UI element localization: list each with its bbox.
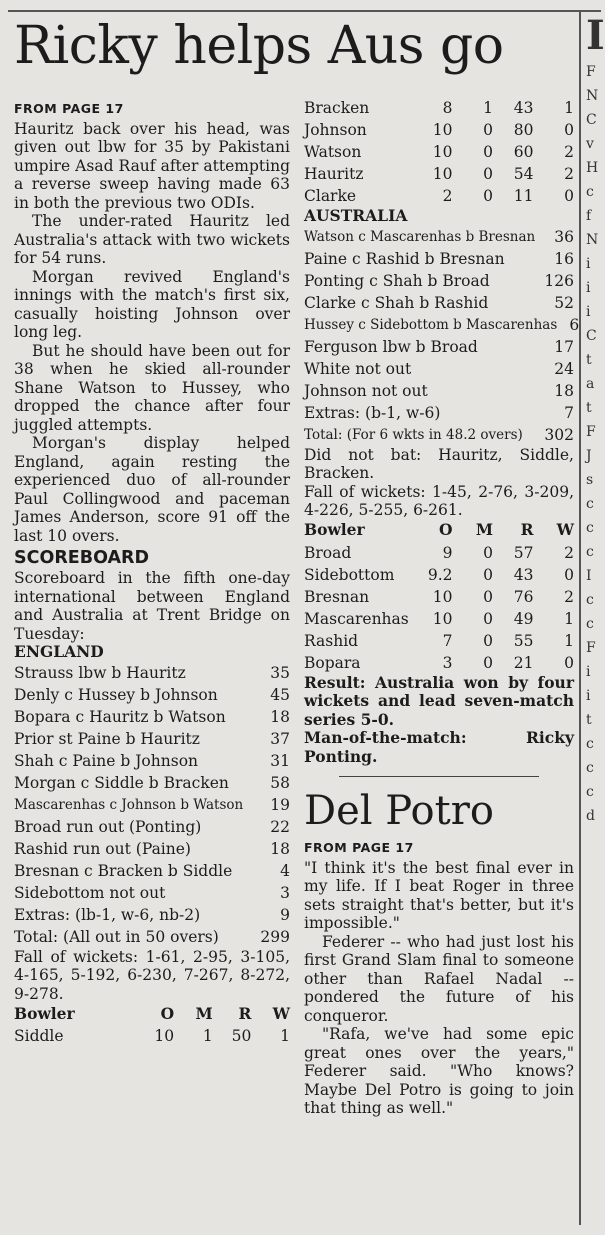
wickets-header: W [556, 520, 574, 540]
adjacent-fragment: N [586, 232, 599, 248]
overs-value: 9 [442, 543, 453, 562]
bowling-row [304, 630, 574, 652]
bowler-name: Clarke [304, 187, 357, 205]
paragraph: Morgan revived England's innings with the match's first six, casually hoisting Johnson over long leg. [14, 267, 290, 341]
overs-value: 10 [154, 1027, 175, 1045]
adjacent-fragment: i [586, 304, 591, 320]
adjacent-fragment: c [586, 736, 594, 752]
maidens-header: M [475, 520, 493, 540]
wickets-value: 0 [564, 121, 574, 139]
bowler-header: Bowler [304, 520, 365, 540]
runs-value: 9 [280, 905, 290, 924]
wickets-value: 1 [280, 1027, 290, 1045]
adjacent-fragment: C [586, 112, 597, 128]
batsman-dismissal: Bopara c Hauritz b Watson [14, 707, 226, 726]
scoreboard-intro: Scoreboard in the fifth one-day international between England and Australia at Trent Bridge on Tuesday: [14, 569, 290, 643]
bowling-row [304, 97, 574, 119]
runs-conceded-value: 11 [513, 187, 534, 205]
batsman-dismissal: Mascarenhas c Johnson b Watson [14, 796, 244, 813]
overs-value: 10 [432, 587, 453, 606]
batting-row [14, 926, 290, 948]
left-column [14, 100, 290, 1047]
overs-header: O [438, 520, 453, 540]
adjacent-fragment: d [586, 808, 595, 824]
bowling-row [304, 163, 574, 185]
batsman-dismissal: Hussey c Sidebottom b Mascarenhas [304, 316, 558, 333]
runs-conceded-value: 21 [513, 653, 534, 672]
batsman-dismissal: Extras: (lb-1, w-6, nb-2) [14, 905, 201, 924]
runs-value: 17 [554, 337, 574, 356]
batsman-dismissal: Morgan c Siddle b Bracken [14, 773, 229, 792]
australia-batting-list [304, 226, 580, 446]
adjacent-fragment: s [586, 472, 594, 488]
batting-row [304, 402, 574, 424]
bowling-row [304, 586, 574, 608]
story2-kicker: FROM PAGE 17 [304, 840, 414, 855]
batting-row [14, 684, 290, 706]
batsman-dismissal: Broad run out (Ponting) [14, 817, 202, 836]
scoreboard-heading: SCOREBOARD [14, 548, 150, 568]
story-divider [339, 776, 539, 777]
overs-value: 7 [442, 631, 453, 650]
runs-value: 6 [569, 315, 580, 334]
wickets-value: 0 [564, 187, 574, 205]
adjacent-fragment: c [586, 616, 594, 632]
batsman-dismissal: Total: (For 6 wkts in 48.2 overs) [304, 426, 523, 443]
bowling-header-row [14, 1003, 290, 1025]
adjacent-fragment: i [586, 256, 591, 272]
adjacent-fragment: c [586, 184, 594, 200]
adjacent-fragment: c [586, 544, 594, 560]
batsman-dismissal: Extras: (b-1, w-6) [304, 403, 441, 422]
adjacent-fragment: c [586, 520, 594, 536]
bowler-name: Sidebottom [304, 565, 395, 584]
wickets-header: W [272, 1003, 290, 1023]
overs-value: 10 [432, 121, 453, 139]
runs-value: 45 [270, 685, 290, 704]
england-fall-of-wickets: Fall of wickets: 1-61, 2-95, 3-105, 4-165, 5-192, 6-230, 7-267, 8-272, 9-278. [14, 947, 290, 1003]
overs-value: 3 [442, 653, 453, 672]
runs-conceded-value: 76 [513, 587, 534, 606]
bowler-header: Bowler [14, 1003, 75, 1023]
runs-value: 22 [270, 817, 290, 836]
wickets-value: 0 [564, 565, 574, 584]
batsman-dismissal: Shah c Paine b Johnson [14, 751, 199, 770]
england-batting-list [14, 662, 290, 948]
eng-bowling-table [304, 520, 574, 674]
runs-conceded-value: 43 [513, 565, 534, 584]
maidens-value: 0 [483, 609, 493, 628]
maidens-value: 0 [483, 187, 493, 205]
runs-value: 302 [544, 425, 574, 444]
adjacent-fragment: N [586, 88, 599, 104]
headline: Ricky helps Aus go [14, 16, 504, 76]
batting-row [14, 860, 290, 882]
runs-value: 37 [270, 729, 290, 748]
story2-headline: Del Potro [304, 788, 494, 834]
batsman-dismissal: Prior st Paine b Hauritz [14, 729, 200, 748]
wickets-value: 2 [564, 543, 574, 562]
maidens-value: 0 [483, 653, 493, 672]
batting-row [304, 270, 574, 292]
runs-value: 16 [554, 249, 574, 268]
maidens-value: 0 [483, 631, 493, 650]
overs-value: 2 [442, 187, 453, 205]
batting-row [304, 248, 574, 270]
top-rule [8, 10, 601, 12]
batsman-dismissal: Ferguson lbw b Broad [304, 337, 478, 356]
adjacent-headline-letter: I [586, 12, 605, 59]
runs-value: 24 [554, 359, 574, 378]
right-column [304, 97, 580, 1118]
batsman-dismissal: Watson c Mascarenhas b Bresnan [304, 228, 536, 245]
batsman-dismissal: White not out [304, 359, 412, 378]
runs-conceded-value: 54 [513, 165, 534, 183]
batting-row [304, 358, 574, 380]
kicker: FROM PAGE 17 [14, 101, 124, 116]
overs-value: 8 [442, 99, 453, 117]
batting-row [14, 706, 290, 728]
adjacent-fragment: F [586, 64, 596, 80]
adjacent-fragment: c [586, 760, 594, 776]
wickets-value: 2 [564, 143, 574, 161]
batting-row [14, 838, 290, 860]
paragraph: Federer -- who had just lost his first Grand Slam final to someone other than Rafael Nadal -- pondered the future of his conqueror. [304, 932, 574, 1025]
bowler-name: Rashid [304, 631, 359, 650]
adjacent-text-fragments [586, 60, 601, 828]
bowling-row [304, 119, 574, 141]
paragraph: The under-rated Hauritz led Australia's attack with two wickets for 54 runs. [14, 212, 290, 267]
australia-heading: AUSTRALIA [304, 206, 408, 225]
overs-header: O [160, 1003, 175, 1023]
batting-row [14, 728, 290, 750]
batsman-dismissal: Ponting c Shah b Broad [304, 271, 490, 290]
adjacent-fragment: c [586, 592, 594, 608]
runs-value: 19 [270, 795, 290, 814]
adjacent-fragment: H [586, 160, 599, 176]
column-rule [579, 10, 581, 1225]
bowling-row [304, 564, 574, 586]
runs-value: 299 [260, 927, 290, 946]
runs-conceded-value: 55 [513, 631, 534, 650]
bowler-name: Watson [304, 143, 362, 161]
batting-row [14, 772, 290, 794]
paragraph: "Rafa, we've had some epic great ones over the years," Federer said. "Who knows? Maybe Del Potro is going to join that thing as well." [304, 1025, 574, 1117]
adjacent-column-fragment [586, 12, 605, 828]
adjacent-fragment: i [586, 688, 591, 704]
batting-row [304, 226, 574, 248]
runs-value: 7 [564, 403, 574, 422]
runs-value: 35 [270, 663, 290, 682]
batting-row [304, 424, 574, 446]
runs-header: R [520, 520, 534, 540]
runs-value: 18 [270, 707, 290, 726]
batting-row [304, 336, 574, 358]
bowler-name: Bresnan [304, 587, 370, 606]
batsman-dismissal: Paine c Rashid b Bresnan [304, 249, 505, 268]
runs-value: 3 [280, 883, 290, 902]
adjacent-fragment: J [586, 448, 592, 464]
batting-row [304, 292, 574, 314]
man-of-the-match: Man-of-the-match: Ricky Ponting. [304, 728, 574, 766]
bowling-row [304, 542, 574, 564]
paragraph: Morgan's display helped England, again resting the experienced duo of all-rounder Paul Collingwood and paceman James Anderson, score 91 off the last 10 overs. [14, 434, 290, 545]
adjacent-fragment: i [586, 664, 591, 680]
maidens-value: 0 [483, 143, 493, 161]
runs-value: 18 [270, 839, 290, 858]
runs-value: 18 [554, 381, 574, 400]
overs-value: 9.2 [427, 565, 453, 584]
adjacent-fragment: v [586, 136, 594, 152]
maidens-value: 0 [483, 165, 493, 183]
maidens-header: M [195, 1003, 213, 1023]
bowler-name: Broad [304, 543, 352, 562]
runs-conceded-value: 60 [513, 143, 534, 161]
batsman-dismissal: Bresnan c Bracken b Siddle [14, 861, 233, 880]
maidens-value: 0 [483, 543, 493, 562]
adjacent-fragment: t [586, 712, 592, 728]
batting-row [14, 662, 290, 684]
wickets-value: 0 [564, 653, 574, 672]
bowling-row [304, 652, 574, 674]
maidens-value: 1 [483, 99, 493, 117]
adjacent-fragment: C [586, 328, 597, 344]
batsman-dismissal: Johnson not out [304, 381, 428, 400]
bowler-name: Mascarenhas [304, 609, 409, 628]
bowler-name: Bracken [304, 99, 370, 117]
runs-value: 36 [554, 227, 574, 246]
batsman-dismissal: Clarke c Shah b Rashid [304, 293, 489, 312]
aus-bowling-table-rest [304, 97, 574, 207]
batting-row [14, 750, 290, 772]
wickets-value: 2 [564, 165, 574, 183]
maidens-value: 0 [483, 565, 493, 584]
maidens-value: 0 [483, 587, 493, 606]
bowling-row [304, 185, 574, 207]
adjacent-fragment: F [586, 424, 596, 440]
runs-header: R [238, 1003, 252, 1023]
runs-value: 52 [554, 293, 574, 312]
bowling-row [14, 1025, 290, 1047]
did-not-bat: Did not bat: Hauritz, Siddle, Bracken. [304, 445, 574, 482]
batsman-dismissal: Strauss lbw b Hauritz [14, 663, 186, 682]
england-heading: ENGLAND [14, 642, 104, 661]
wickets-value: 1 [564, 99, 574, 117]
overs-value: 10 [432, 143, 453, 161]
batting-row [14, 882, 290, 904]
overs-value: 10 [432, 609, 453, 628]
adjacent-fragment: I [586, 568, 592, 584]
wickets-value: 2 [564, 587, 574, 606]
batting-row [14, 816, 290, 838]
bowler-name: Johnson [304, 121, 367, 139]
batting-row [304, 380, 574, 402]
overs-value: 10 [432, 165, 453, 183]
bowler-name: Bopara [304, 653, 361, 672]
batsman-dismissal: Rashid run out (Paine) [14, 839, 191, 858]
match-result: Result: Australia won by four wickets and lead seven-match series 5-0. [304, 672, 574, 729]
adjacent-fragment: t [586, 352, 592, 368]
adjacent-fragment: f [586, 208, 592, 224]
paragraph: Hauritz back over his head, was given out lbw for 35 by Pakistani umpire Asad Rauf after attempting a reverse sweep having made 63 in both the previous two ODIs. [14, 119, 290, 212]
batting-row [14, 904, 290, 926]
batting-row [304, 314, 580, 336]
bowler-name: Hauritz [304, 165, 364, 183]
runs-value: 4 [280, 861, 290, 880]
batsman-dismissal: Denly c Hussey b Johnson [14, 685, 218, 704]
batsman-dismissal: Total: (All out in 50 overs) [14, 927, 219, 946]
runs-conceded-value: 57 [513, 543, 534, 562]
paragraph: But he should have been out for 38 when he skied all-rounder Shane Watson to Hussey, who dropped the chance after four juggled attempts. [14, 341, 290, 434]
aus-bowling-table-start [14, 1003, 290, 1047]
runs-value: 58 [270, 773, 290, 792]
wickets-value: 1 [564, 609, 574, 628]
adjacent-fragment: i [586, 280, 591, 296]
runs-conceded-value: 49 [513, 609, 534, 628]
adjacent-fragment: c [586, 784, 594, 800]
batsman-dismissal: Sidebottom not out [14, 883, 166, 902]
runs-conceded-value: 80 [513, 121, 534, 139]
paragraph: "I think it's the best final ever in my life. If I beat Roger in three sets straight that's better, but it's impossible." [304, 858, 574, 932]
runs-conceded-value: 50 [231, 1027, 252, 1045]
bowling-row [304, 141, 574, 163]
runs-value: 31 [270, 751, 290, 770]
runs-conceded-value: 43 [513, 99, 534, 117]
runs-value: 126 [544, 271, 574, 290]
batting-row [14, 794, 290, 816]
bowling-header-row [304, 520, 574, 542]
australia-fall-of-wickets: Fall of wickets: 1-45, 2-76, 3-209, 4-226, 5-255, 6-261. [304, 482, 574, 519]
maidens-value: 0 [483, 121, 493, 139]
maidens-value: 1 [202, 1027, 213, 1045]
adjacent-fragment: F [586, 640, 596, 656]
adjacent-fragment: a [586, 376, 595, 392]
bowling-row [304, 608, 574, 630]
bowler-name: Siddle [14, 1027, 64, 1045]
adjacent-fragment: t [586, 400, 592, 416]
wickets-value: 1 [564, 631, 574, 650]
adjacent-fragment: c [586, 496, 594, 512]
